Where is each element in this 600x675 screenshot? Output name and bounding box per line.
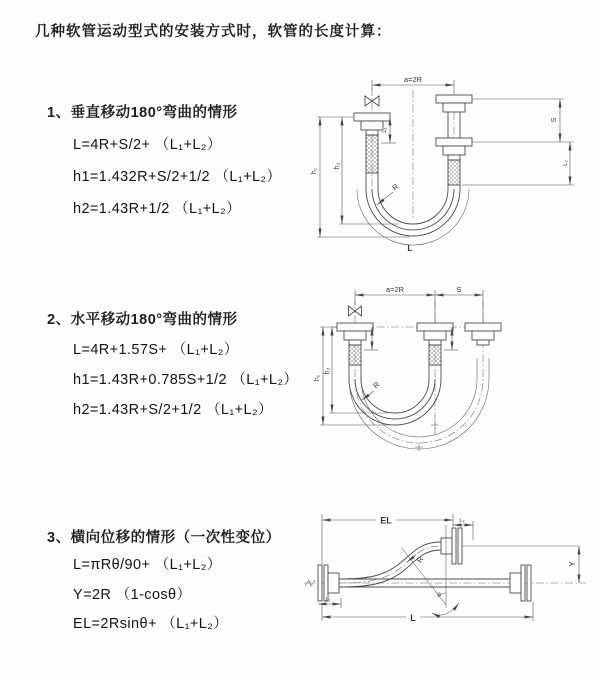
section-2-heading: 2、水平移动180°弯曲的情形 [47,312,238,328]
dim-label-l1: L₁ [325,597,331,603]
s-curve-hose [339,542,441,587]
section-1-heading: 1、垂直移动180°弯曲的情形 [47,105,238,121]
center-flange [417,323,453,365]
radius-label: R [371,379,382,391]
radius-label: R [390,181,401,193]
dim-label-h1: h₁ [314,374,321,382]
dimensions [314,285,483,425]
section-1-formula-h2: h2=1.43R+1/2 （L₁+L₂） [73,201,242,217]
dim-label-el: EL [380,515,392,526]
section-3-formula-L: L=πRθ/90+ （L₁+L₂） [73,557,222,573]
radius-label: R [414,554,426,565]
braided-hose-section [429,345,441,365]
dim-label-s: S [456,285,462,294]
upper-flange [441,528,579,564]
center-ticks [415,421,439,451]
dim-label-l2: L₂ [459,518,465,524]
left-flange [318,565,339,601]
diagram-horizontal-180-bend [298,283,600,458]
right-flange [465,323,501,345]
left-flange [337,323,373,365]
dim-label-h1: h₁ [311,167,318,175]
dim-label-y: Y [568,561,577,567]
dim-label-l1: L₁ [382,127,388,133]
hose-u-bend-position-1 [349,365,441,425]
diagram-vertical-180-bend [303,66,598,256]
braided-hose-section [349,345,361,365]
dim-label-l2: L₂ [563,160,569,166]
dim-label-width: a=2R [385,285,405,294]
section-2-formula-L: L=4R+1.57S+ （L₁+L₂） [73,342,239,358]
dim-label-h2: h₂ [324,367,331,375]
section-3-formula-Y: Y=2R （1-cosθ） [73,587,192,603]
dim-label-width: a=2R [403,75,423,84]
section-3-formula-EL: EL=2Rsinθ+ （L₁+L₂） [73,616,229,632]
section-2-formula-h2: h2=1.43R+S/2+1/2 （L₁+L₂） [73,402,273,418]
diagram-lateral-displacement [298,500,600,650]
section-1-formula-h1: h1=1.432R+S/2+1/2 （L₁+L₂） [73,169,282,185]
braided-hose-section [366,135,378,173]
angle-label: θ [437,592,441,599]
section-2-formula-h1: h1=1.43R+0.785S+1/2 （L₁+L₂） [73,372,299,388]
centerlines [333,301,503,443]
section-1-formula-L: L=4R+S/2+ （L₁+L₂） [73,137,222,153]
right-flange [510,565,531,601]
dimensions [318,514,579,623]
braided-hose-section [448,160,460,185]
dim-label-s: S [551,117,558,123]
page-title: 几种软管运动型式的安装方式时，软管的长度计算： [35,24,392,40]
section-3-heading: 3、横向位移的情形（一次性变位） [47,530,281,546]
right-flange-positions [436,95,472,185]
centerlines [372,88,454,218]
length-label: L [407,243,413,253]
dim-label-h2: h₂ [334,162,341,170]
dim-label-l: L [410,613,416,623]
